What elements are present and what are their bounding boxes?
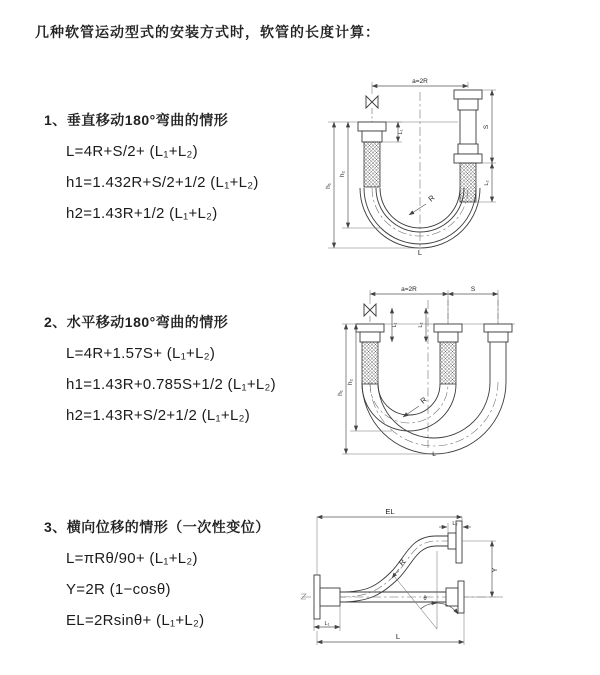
dim-label-l1: L₁ [324,621,330,627]
flange [356,324,384,332]
page-title: 几种软管运动型式的安装方式时，软管的长度计算： [35,24,380,40]
braided-hose-section [460,163,476,202]
hose-arc-second-position [378,382,490,438]
hose-arc-second-position [362,382,506,454]
section-horizontal-180 [44,312,276,431]
dim-label-l: L [395,632,401,641]
theta-arc [421,603,437,609]
centerline [370,300,498,324]
radius-label: R [397,557,408,568]
section-3-heading: 3、横向位移的情形（一次性变位） [44,519,270,535]
break-mark [301,594,306,599]
extension-line [370,290,498,322]
dim-label-a2r: a=2R [401,286,417,293]
formula-line: h2=1.43R+1/2 (L₁+L₂) [66,205,218,222]
radius-label: R [426,193,437,204]
braided-hose-section [364,142,380,187]
fitting [458,144,478,154]
formula-line: L=4R+1.57S+ (L₁+L₂) [66,345,216,362]
diagram-vertical-180-bend [310,72,510,257]
dim-label-a2r: a=2R [412,78,428,85]
radius-leader-line [409,204,426,215]
valve-icon [364,304,376,316]
dim-label-l1: L₁ [392,322,398,328]
diagram-lateral-displacement [298,505,513,655]
dim-label-el: EL [385,507,395,516]
length-label: L [432,451,436,458]
length-label: L [417,248,423,257]
dim-label-s: S [470,286,476,293]
flange [454,154,482,163]
dim-label-s: S [483,124,490,130]
formula-line: h1=1.43R+0.785S+1/2 (L₁+L₂) [66,376,276,393]
formula-line: L=πRθ/90+ (L₁+L₂) [66,550,198,567]
diagram-horizontal-180-bend [330,278,545,458]
fitting [362,131,382,142]
fitting [446,588,458,606]
formula-line: Y=2R (1−cosθ) [66,581,171,598]
valve-icon [366,96,378,108]
formula-line: EL=2Rsinθ+ (L₁+L₂) [66,612,205,629]
fitting [360,332,380,342]
theta-label: θ [423,596,427,602]
hose-arc [378,384,440,415]
dim-label-l2: L₂ [484,180,490,186]
extension-line [317,613,464,645]
dim-label-h1: h₁ [337,390,344,396]
fitting [448,533,456,549]
flange [458,581,464,613]
braided-hose-section [440,342,456,384]
hose-leg [490,342,506,382]
section-1-formulas [66,136,259,229]
pipe-body [460,110,476,144]
flange [314,575,320,619]
section-1-heading: 1、垂直移动180°弯曲的情形 [44,112,229,128]
section-3-formulas [66,543,270,636]
formula-line: h2=1.43R+S/2+1/2 (L₁+L₂) [66,407,251,424]
flange [484,324,512,332]
dim-label-l1: L₁ [398,129,404,135]
hose-s-curve [340,536,448,592]
section-vertical-180 [44,110,259,229]
extension-line [462,541,496,597]
section-lateral-displacement [44,517,270,636]
flange [454,90,482,99]
dim-label-y: Y [492,567,499,573]
flange [434,324,462,332]
dim-label-h2: h₂ [339,170,346,178]
section-2-heading: 2、水平移动180°弯曲的情形 [44,314,229,330]
section-2-formulas [66,338,276,431]
dim-label-l2: L₂ [452,521,458,527]
flange [456,521,462,563]
braided-hose-section [362,342,378,384]
fitting [458,99,478,110]
dim-label-h2: h₂ [347,378,354,386]
radius-label: R [418,395,429,406]
fitting [320,588,340,606]
formula-line: h1=1.432R+S/2+1/2 (L₁+L₂) [66,174,259,191]
flange [358,122,386,131]
dim-label-l2: L₂ [418,322,424,328]
fitting [488,332,508,342]
fitting [438,332,458,342]
hose-s-curve [340,546,448,602]
formula-line: L=4R+S/2+ (L₁+L₂) [66,143,198,160]
hose-arc [362,384,456,431]
dim-label-h1: h₁ [325,183,332,189]
